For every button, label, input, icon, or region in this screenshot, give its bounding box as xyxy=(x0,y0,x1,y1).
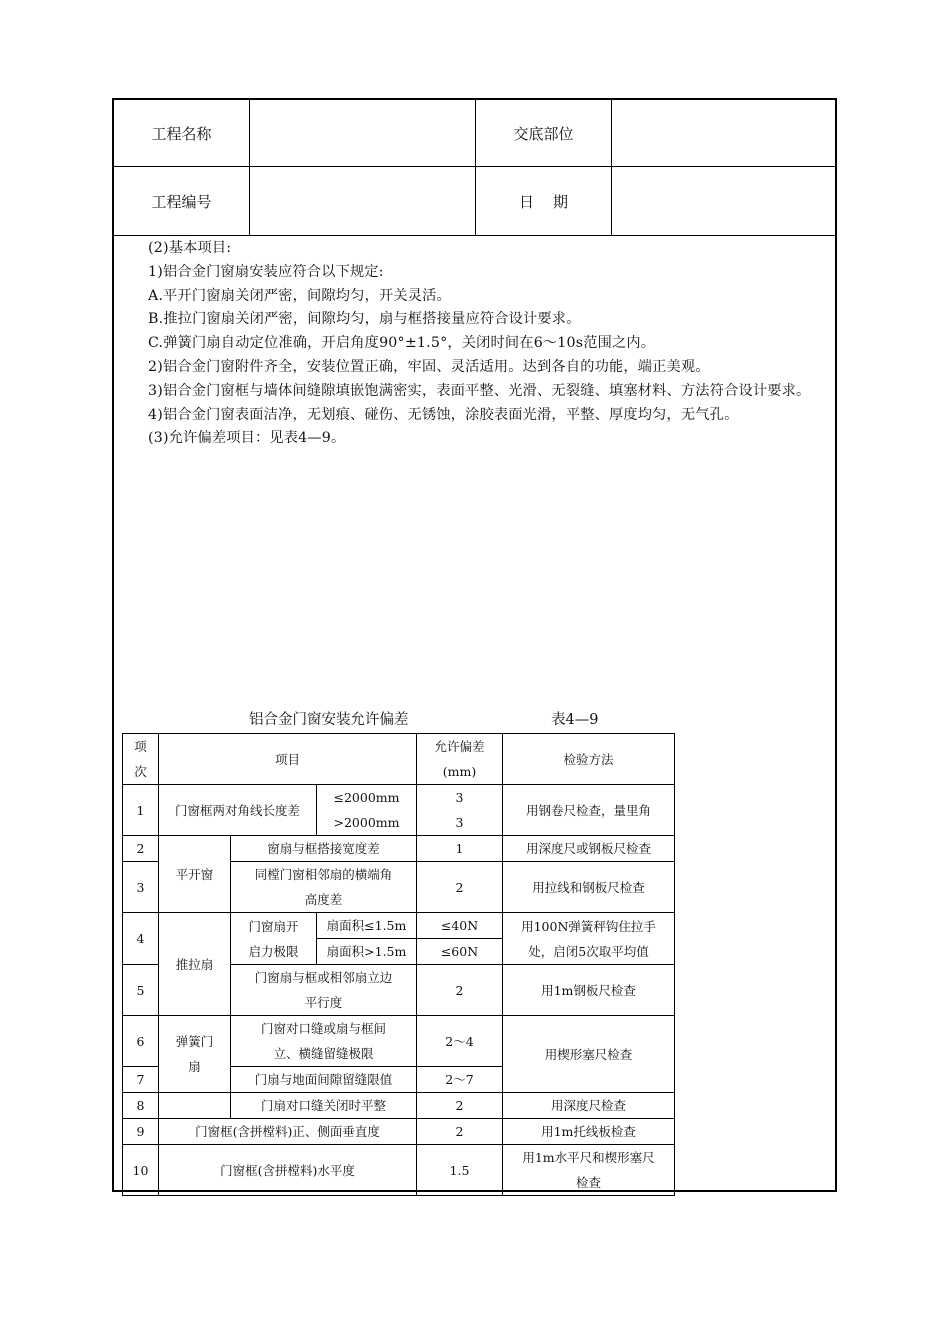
project-name-label: 工程名称 xyxy=(151,124,212,143)
row-tolerance: 1.5 xyxy=(417,1145,503,1196)
row-tolerance: 3 xyxy=(417,810,503,836)
paragraph-sash-rules: 1)铝合金门窗扇安装应符合以下规定: xyxy=(148,263,384,280)
row-item: 门窗框(含拼樘料)正、侧面垂直度 xyxy=(159,1119,417,1145)
date-field[interactable] xyxy=(612,167,835,235)
header-bottom-divider xyxy=(114,235,835,236)
row-no: 6 xyxy=(123,1016,159,1067)
header-method: 检验方法 xyxy=(503,734,675,785)
header-no: 项 次 xyxy=(123,734,159,785)
table-row xyxy=(123,836,675,862)
table-row xyxy=(123,913,675,939)
paragraph-rule-c: C.弹簧门扇自动定位准确，开启角度90°±1.5°，关闭时间在6～10s范围之内。 xyxy=(148,335,656,352)
row-item: 同樘门窗相邻扇的横端角 高度差 xyxy=(231,862,417,913)
row-no: 2 xyxy=(123,836,159,862)
row-method: 用100N弹簧秤钩住拉手 处，启闭5次取平均值 xyxy=(503,913,675,965)
row-tolerance: ≤60N xyxy=(417,939,503,965)
row-tolerance: 2～7 xyxy=(417,1067,503,1093)
section-field[interactable] xyxy=(612,100,835,166)
row-no: 5 xyxy=(123,965,159,1016)
table-row xyxy=(123,1016,675,1067)
table-row xyxy=(123,785,675,811)
row-sub-item: 扇面积>1.5m xyxy=(317,939,417,965)
header-tolerance: 允许偏差 (mm) xyxy=(417,734,503,785)
row-sub-item: 扇面积≤1.5m xyxy=(317,913,417,939)
paragraph-tolerance-ref: (3)允许偏差项目：见表4—9。 xyxy=(148,430,346,447)
row-item: 门窗对口缝或扇与框间 立、横缝留缝极限 xyxy=(231,1016,417,1067)
table-row xyxy=(123,1093,675,1119)
table-title: 铝合金门窗安装允许偏差 xyxy=(249,712,409,728)
row-tolerance: 2 xyxy=(417,1093,503,1119)
paragraph-rule-a: A.平开门窗扇关闭严密，间隙均匀，开关灵活。 xyxy=(148,287,451,304)
project-name-field[interactable] xyxy=(250,100,475,166)
table-row xyxy=(123,1119,675,1145)
row-tolerance: 2 xyxy=(417,862,503,913)
table-number: 表4—9 xyxy=(551,712,599,728)
row-item: 门扇与地面间隙留缝限值 xyxy=(231,1067,417,1093)
row-no: 4 xyxy=(123,913,159,965)
row-method: 用1m托线板检查 xyxy=(503,1119,675,1145)
date-label: 日 期 xyxy=(518,192,569,211)
row-item: 门扇对口缝关闭时平整 xyxy=(231,1093,417,1119)
disclosure-content xyxy=(114,237,835,451)
row-item: 门窗扇与框或相邻扇立边 平行度 xyxy=(231,965,417,1016)
row-method: 用深度尺检查 xyxy=(503,1093,675,1119)
section-label: 交底部位 xyxy=(513,124,574,143)
row-sub-item: >2000mm xyxy=(317,810,417,836)
row-tolerance: 2～4 xyxy=(417,1016,503,1067)
row-tolerance: 2 xyxy=(417,1119,503,1145)
paragraph-frame-gap: 3)铝合金门窗框与墙体间缝隙填嵌饱满密实，表面平整、光滑、无裂缝、填塞材料、方法符合设计要求。 xyxy=(148,382,811,399)
table-header-row xyxy=(123,734,675,785)
paragraph-fittings: 2)铝合金门窗附件齐全，安装位置正确，牢固、灵活适用。达到各自的功能，端正美观。 xyxy=(148,358,710,375)
paragraph-rule-b: B.推拉门窗扇关闭严密，间隙均匀，扇与框搭接量应符合设计要求。 xyxy=(148,311,581,328)
row-item: 门窗框两对角线长度差 xyxy=(159,785,317,836)
row-no: 9 xyxy=(123,1119,159,1145)
paragraph-surface: 4)铝合金门窗表面洁净，无划痕、碰伤、无锈蚀，涂胶表面光滑，平整、厚度均匀，无气孔。 xyxy=(148,406,739,423)
group-spring-door-continued xyxy=(159,1093,231,1119)
row-method: 用1m钢板尺检查 xyxy=(503,965,675,1016)
project-no-label: 工程编号 xyxy=(151,192,212,211)
header-item: 项目 xyxy=(159,734,417,785)
project-no-field[interactable] xyxy=(250,167,475,235)
row-item: 门窗框(含拼樘料)水平度 xyxy=(159,1145,417,1196)
row-item: 窗扇与框搭接宽度差 xyxy=(231,836,417,862)
row-no: 8 xyxy=(123,1093,159,1119)
row-no: 10 xyxy=(123,1145,159,1196)
row-method: 用钢卷尺检查，量里角 xyxy=(503,785,675,836)
row-method: 用拉线和钢板尺检查 xyxy=(503,862,675,913)
row-tolerance: 1 xyxy=(417,836,503,862)
row-sub-item: ≤2000mm xyxy=(317,785,417,811)
row-no: 1 xyxy=(123,785,159,836)
row-method: 用楔形塞尺检查 xyxy=(503,1016,675,1093)
table-row xyxy=(123,1145,675,1196)
row-no: 7 xyxy=(123,1067,159,1093)
paragraph-basic-items: (2)基本项目: xyxy=(148,240,232,256)
group-sliding: 推拉扇 xyxy=(159,913,231,1016)
row-tolerance: 2 xyxy=(417,965,503,1016)
group-spring-door: 弹簧门 扇 xyxy=(159,1016,231,1093)
group-casement: 平开窗 xyxy=(159,836,231,913)
row-method: 用1m水平尺和楔形塞尺 检查 xyxy=(503,1145,675,1196)
row-item: 门窗扇开 启力极限 xyxy=(231,913,317,965)
row-method: 用深度尺或钢板尺检查 xyxy=(503,836,675,862)
row-no: 3 xyxy=(123,862,159,913)
tolerance-table xyxy=(122,733,675,1196)
row-tolerance: 3 xyxy=(417,785,503,811)
row-tolerance: ≤40N xyxy=(417,913,503,939)
